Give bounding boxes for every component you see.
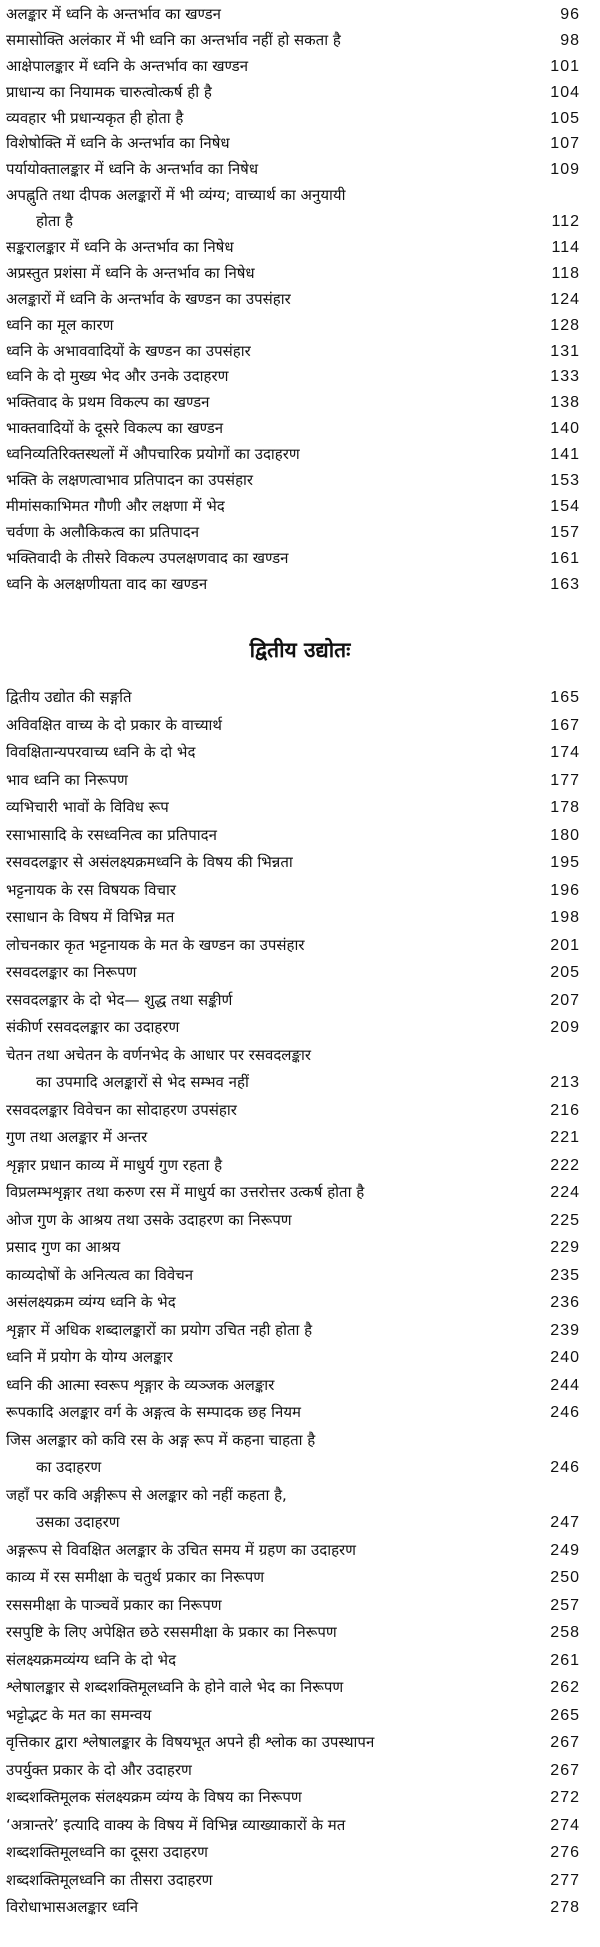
toc-entry-title-line: ओज गुण के आश्रय तथा उसके उदाहरण का निरूपण [6, 1210, 292, 1229]
toc-entry-title [6, 339, 530, 365]
toc-entry-page-number: 258 [550, 1624, 580, 1641]
toc-entry-title [6, 767, 530, 795]
toc-entry-title-line: भाक्तवादियों के दूसरे विकल्प का खण्डन [6, 419, 224, 438]
toc-entry-page-number: 154 [550, 497, 580, 515]
toc-entry-title-line: भक्ति के लक्षणत्वाभाव प्रतिपादन का उपसंहार [6, 471, 254, 490]
toc-entry-title-line: होता है [36, 212, 74, 231]
toc-entry-title-line: काव्यदोषों के अनित्यत्व का विवेचन [6, 1265, 194, 1284]
toc-entry-page-number: 225 [550, 1211, 580, 1229]
toc-entry-title-line: ध्वनि का मूल कारण [6, 315, 114, 334]
toc-entry-page-number: 274 [550, 1816, 580, 1834]
toc-entry-title [6, 1729, 530, 1757]
toc-entry-page-number: 114 [551, 239, 580, 257]
toc-entry [0, 1894, 600, 1922]
toc-entry [0, 1042, 600, 1097]
toc-entry [0, 468, 600, 494]
toc-entry-page-number: 221 [550, 1129, 580, 1146]
toc-entry-page-number: 265 [550, 1706, 580, 1724]
toc-entry-title-line: जिस अलङ्कार को कवि रस के अङ्ग रूप में कहना चाहता है [6, 1430, 316, 1449]
toc-entry-page-number: 180 [550, 826, 580, 844]
toc-entry-title [6, 80, 530, 106]
toc-entry-title-line: विशेषोक्ति में ध्वनि के अन्तर्भाव का निषेध [6, 134, 230, 153]
toc-entry-page-number: 267 [550, 1761, 580, 1779]
toc-entry-page-number: 177 [550, 771, 580, 789]
toc-entry-title [6, 904, 530, 932]
toc-entry [0, 1262, 600, 1290]
toc-entry-title [6, 684, 530, 712]
toc-entry [0, 1537, 600, 1565]
toc-entry [0, 1289, 600, 1317]
toc-entry-title [6, 235, 530, 261]
toc-entry-title-line: रससमीक्षा के पाञ्चवें प्रकार का निरूपण [6, 1595, 222, 1614]
toc-entry [0, 261, 600, 287]
toc-entry-page-number: 277 [550, 1871, 580, 1889]
toc-entry-title-line: रसपुष्टि के लिए अपेक्षित छठे रससमीक्षा के प्रकार का निरूपण [6, 1623, 337, 1641]
toc-entry-title [6, 1812, 530, 1840]
toc-entry-title [6, 1234, 530, 1262]
toc-entry [0, 1234, 600, 1262]
toc-entry-page-number: 229 [550, 1239, 580, 1256]
toc-entry-page-number: 141 [550, 446, 580, 464]
toc-entry-title-line: शृङ्गार में अधिक शब्दालङ्कारों का प्रयोग उचित नही होता है [6, 1320, 313, 1339]
toc-entry-title-line: असंलक्ष्यक्रम व्यंग्य ध्वनि के भेद [6, 1293, 176, 1311]
toc-entry-page-number: 235 [550, 1266, 580, 1284]
toc-entry-title [6, 546, 530, 572]
toc-entry-title-line: अलङ्कारों में ध्वनि के अन्तर्भाव के खण्डन का उपसंहार [6, 289, 291, 308]
toc-entry [0, 235, 600, 261]
toc-entry-title [6, 1619, 530, 1647]
toc-entry-title [6, 877, 530, 905]
toc-entry-page-number: 109 [550, 161, 580, 179]
toc-entry-title [6, 1124, 530, 1152]
toc-entry-title-line: ‘अत्रान्तरे’ इत्यादि वाक्य के विषय में विभिन्न व्याख्याकारों के मत [6, 1815, 346, 1834]
toc-entry-page-number: 278 [550, 1899, 580, 1916]
toc-entry-page-number: 98 [560, 31, 580, 49]
toc-entry-title-line: ध्वनि में प्रयोग के योग्य अलङ्कार [6, 1348, 173, 1366]
toc-entry-title [6, 313, 530, 339]
toc-entry [0, 1097, 600, 1125]
toc-entry [0, 106, 600, 132]
toc-entry-title [6, 157, 530, 183]
toc-entry-title-line: चर्वणा के अलौकिकत्व का प्रतिपादन [6, 522, 200, 541]
toc-entry [0, 1399, 600, 1427]
toc-entry-title [6, 1482, 530, 1537]
toc-entry-page-number: 222 [550, 1156, 580, 1174]
toc-entry-page-number: 174 [550, 744, 580, 761]
toc-entry-page-number: 276 [550, 1844, 580, 1861]
toc-entry-page-number: 250 [550, 1569, 580, 1586]
toc-entry-title-line: सङ्करालङ्कार में ध्वनि के अन्तर्भाव का निषेध [6, 238, 234, 257]
toc-entry [0, 822, 600, 850]
toc-entry-title-line: का उपमादि अलङ्कारों से भेद सम्भव नहीं [36, 1073, 249, 1091]
toc-entry-title [6, 1674, 530, 1702]
toc-entry-page-number: 104 [550, 83, 580, 101]
toc-entry-title-line: भक्तिवादी के तीसरे विकल्प उपलक्षणवाद का खण्डन [6, 548, 289, 567]
toc-entry-title-line: शब्दशक्तिमूलक संलक्ष्यक्रम व्यंग्य के विषय का निरूपण [6, 1788, 302, 1806]
toc-entry-title-line: शब्दशक्तिमूलध्वनि का दूसरा उदाहरण [6, 1843, 209, 1861]
toc-entry [0, 183, 600, 235]
toc-entry-page-number: 128 [550, 316, 580, 334]
toc-entry-title [6, 106, 530, 132]
toc-entry-title [6, 1399, 530, 1427]
toc-entry-title [6, 494, 530, 520]
toc-entry-title-line: रसाधान के विषय में विभिन्न मत [6, 908, 175, 926]
toc-entry-title-line: काव्य में रस समीक्षा के चतुर्थ प्रकार का निरूपण [6, 1568, 265, 1586]
toc-entry-title-line: अलङ्कार में ध्वनि के अन्तर्भाव का खण्डन [6, 5, 221, 23]
toc-entry-title [6, 261, 530, 287]
toc-entry [0, 313, 600, 339]
toc-entry [0, 2, 600, 28]
toc-entry [0, 520, 600, 546]
toc-entry [0, 1317, 600, 1345]
toc-entry-title [6, 183, 530, 235]
toc-entry-title [6, 739, 530, 767]
toc-entry-page-number: 112 [551, 213, 580, 231]
toc-entry [0, 28, 600, 54]
toc-entry-title [6, 1784, 530, 1812]
toc-entry-page-number: 246 [550, 1459, 580, 1476]
toc-entry-title-line: शब्दशक्तिमूलध्वनि का तीसरा उदाहरण [6, 1870, 213, 1889]
toc-entry-title [6, 712, 530, 740]
toc-entry [0, 364, 600, 390]
toc-entry-title [6, 932, 530, 960]
toc-entry-title-line: रसवदलङ्कार का निरूपण [6, 963, 137, 981]
toc-entry-title [6, 794, 530, 822]
toc-entry-title [6, 468, 530, 494]
toc-entry [0, 1014, 600, 1042]
toc-entry-title-line: आक्षेपालङ्कार में ध्वनि के अन्तर्भाव का खण्डन [6, 56, 249, 75]
toc-entry-title-line: द्वितीय उद्योत की सङ्गति [6, 688, 132, 706]
toc-entry-title-line: गुण तथा अलङ्कार में अन्तर [6, 1128, 148, 1146]
toc-entry-title-line: प्राधान्य का नियामक चारुत्वोत्कर्ष ही है [6, 82, 212, 101]
toc-entry-title [6, 1042, 530, 1097]
chapter-heading: द्वितीय उद्योतः [249, 638, 351, 662]
toc-entry [0, 684, 600, 712]
toc-entry [0, 80, 600, 106]
toc-entry-title-line: श्लेषालङ्कार से शब्दशक्तिमूलध्वनि के होने वाले भेद का निरूपण [6, 1678, 344, 1696]
toc-entry-title [6, 1839, 530, 1867]
toc-entry [0, 1344, 600, 1372]
toc-entry [0, 546, 600, 572]
toc-entry [0, 287, 600, 313]
toc-entry-title-line: उपर्युक्त प्रकार के दो और उदाहरण [6, 1760, 192, 1779]
toc-entry-page-number: 157 [550, 523, 580, 541]
toc-entry-page-number: 96 [560, 6, 580, 23]
toc-entry-page-number: 239 [550, 1321, 580, 1339]
toc-entry-title [6, 1262, 530, 1290]
toc-entry-page-number: 205 [550, 964, 580, 981]
toc-entry-title-line: विवक्षितान्यपरवाच्य ध्वनि के दो भेद [6, 743, 196, 761]
toc-entry-page-number: 261 [550, 1651, 580, 1669]
toc-entry-page-number: 165 [550, 689, 580, 706]
toc-entry-title-line: अपह्नुति तथा दीपक अलङ्कारों में भी व्यंग्य; वाच्यार्थ का अनुयायी [6, 186, 346, 205]
toc-entry [0, 1564, 600, 1592]
toc-entry-page-number: 207 [550, 991, 580, 1009]
toc-entry-title-line: अप्रस्तुत प्रशंसा में ध्वनि के अन्तर्भाव का निषेध [6, 263, 255, 282]
toc-entry-title-line: भाव ध्वनि का निरूपण [6, 770, 128, 789]
toc-entry-title-line: रसाभासादि के रसध्वनित्व का प्रतिपादन [6, 825, 217, 844]
toc-entry-title [6, 1537, 530, 1565]
toc-entry-title [6, 1592, 530, 1620]
toc-entry-title-line: ध्वनि की आत्मा स्वरूप शृङ्गार के व्यञ्जक अलङ्कार [6, 1375, 275, 1394]
toc-entry-title-line: भट्टनायक के रस विषयक विचार [6, 880, 177, 899]
toc-entry [0, 987, 600, 1015]
toc-entry [0, 494, 600, 520]
toc-entry-title [6, 442, 530, 468]
toc-entry-title-line: रसवदलङ्कार विवेचन का सोदाहरण उपसंहार [6, 1100, 237, 1119]
toc-entry-title-line: संकीर्ण रसवदलङ्कार का उदाहरण [6, 1018, 180, 1036]
toc-entry-page-number: 209 [550, 1019, 580, 1036]
toc-entry-title [6, 959, 530, 987]
toc-entry-page-number: 240 [550, 1349, 580, 1366]
toc-entry-title-line: अविवक्षित वाच्य के दो प्रकार के वाच्यार्थ [6, 715, 222, 734]
toc-entry [0, 877, 600, 905]
toc-entry-title-line: चेतन तथा अचेतन के वर्णनभेद के आधार पर रसवदलङ्कार [6, 1045, 311, 1064]
toc-entry-page-number: 236 [550, 1294, 580, 1311]
toc-entry-page-number: 195 [550, 854, 580, 871]
toc-entry [0, 794, 600, 822]
toc-entry-title-line: जहाँ पर कवि अङ्गीरूप से अलङ्कार को नहीं कहता है, [6, 1485, 287, 1504]
toc-entry-title-line: व्यवहार भी प्रधान्यकृत ही होता है [6, 108, 184, 127]
toc-entry-page-number: 167 [550, 716, 580, 734]
toc-entry-title [6, 287, 530, 313]
toc-entry-title [6, 572, 530, 598]
toc-entry [0, 1482, 600, 1537]
toc-section-2 [0, 684, 600, 1922]
toc-entry-page-number: 140 [550, 420, 580, 438]
toc-entry [0, 1427, 600, 1482]
toc-entry-title [6, 416, 530, 442]
toc-entry-page-number: 101 [550, 57, 580, 75]
toc-entry-page-number: 272 [550, 1789, 580, 1806]
toc-entry-title [6, 1427, 530, 1482]
toc-entry [0, 131, 600, 157]
toc-entry-title-line: ध्वनि के अभाववादियों के खण्डन का उपसंहार [6, 341, 251, 360]
toc-section-1 [0, 2, 600, 597]
toc-entry-title-line: मीमांसकाभिमत गौणी और लक्षणा में भेद [6, 496, 225, 515]
toc-entry-title [6, 1097, 530, 1125]
toc-entry [0, 1592, 600, 1620]
toc-entry-page-number: 133 [550, 368, 580, 386]
toc-entry-title-line: संलक्ष्यक्रमव्यंग्य ध्वनि के दो भेद [6, 1650, 177, 1669]
toc-entry [0, 959, 600, 987]
toc-entry-title-line: व्यभिचारी भावों के विविध रूप [6, 798, 169, 816]
toc-entry-page-number: 107 [550, 135, 580, 153]
toc-entry-page-number: 153 [550, 472, 580, 490]
toc-entry-page-number: 244 [550, 1376, 580, 1394]
toc-entry [0, 849, 600, 877]
toc-entry [0, 1812, 600, 1840]
toc-entry-title [6, 1289, 530, 1317]
toc-entry-page-number: 161 [550, 549, 580, 567]
toc-entry-page-number: 247 [550, 1514, 580, 1531]
toc-entry [0, 932, 600, 960]
toc-entry [0, 339, 600, 365]
toc-entry-title-line: ध्वनि के दो मुख्य भेद और उनके उदाहरण [6, 367, 229, 386]
toc-entry-page-number: 163 [550, 575, 580, 593]
toc-entry-title-line: विप्रलम्भशृङ्गार तथा करुण रस में माधुर्य का उत्तरोत्तर उत्कर्ष होता है [6, 1183, 365, 1201]
toc-entry-title [6, 520, 530, 546]
toc-entry-title [6, 1564, 530, 1592]
toc-entry-page-number: 201 [550, 936, 580, 954]
toc-entry-title [6, 1179, 530, 1207]
toc-entry-title [6, 1647, 530, 1675]
toc-entry-title-line: का उदाहरण [36, 1458, 102, 1476]
toc-entry-title-line: पर्यायोक्तालङ्कार में ध्वनि के अन्तर्भाव का निषेध [6, 160, 259, 179]
toc-entry-title [6, 1317, 530, 1345]
toc-entry-title-line: समासोक्ति अलंकार में भी ध्वनि का अन्तर्भाव नहीं हो सकता है [6, 30, 341, 49]
toc-entry-title [6, 1702, 530, 1730]
toc-entry-page-number: 213 [550, 1074, 580, 1091]
toc-entry-title-line: वृत्तिकार द्वारा श्लेषालङ्कार के विषयभूत अपने ही श्लोक का उपस्थापन [6, 1733, 375, 1751]
toc-entry [0, 1647, 600, 1675]
toc-entry-title-line: भट्टोद्भट के मत का समन्वय [6, 1705, 152, 1724]
toc-entry-title-line: रूपकादि अलङ्कार वर्ग के अङ्गत्व के सम्पादक छह नियम [6, 1403, 301, 1421]
toc-entry-title [6, 1014, 530, 1042]
toc-entry-title [6, 54, 530, 80]
toc-entry [0, 1702, 600, 1730]
toc-entry-title [6, 364, 530, 390]
toc-entry [0, 904, 600, 932]
toc-entry-title [6, 822, 530, 850]
toc-entry-title [6, 131, 530, 157]
toc-entry-title [6, 28, 530, 54]
toc-entry [0, 1179, 600, 1207]
toc-entry [0, 1674, 600, 1702]
toc-entry-title-line: शृङ्गार प्रधान काव्य में माधुर्य गुण रहता है [6, 1155, 223, 1174]
toc-entry-page-number: 198 [550, 909, 580, 926]
toc-entry-title [6, 1152, 530, 1180]
toc-entry-title [6, 1894, 530, 1922]
toc-entry-title [6, 2, 530, 28]
toc-entry-page-number: 124 [550, 290, 580, 308]
toc-entry [0, 572, 600, 598]
toc-entry-title-line: विरोधाभासअलङ्कार ध्वनि [6, 1898, 139, 1916]
toc-entry-title [6, 849, 530, 877]
toc-entry-title-line: अङ्गरूप से विवक्षित अलङ्कार के उचित समय में ग्रहण का उदाहरण [6, 1540, 357, 1559]
toc-entry [0, 1729, 600, 1757]
toc-entry-page-number: 262 [550, 1679, 580, 1696]
toc-entry [0, 1839, 600, 1867]
toc-entry [0, 1784, 600, 1812]
toc-entry-page-number: 216 [550, 1101, 580, 1119]
toc-entry [0, 1124, 600, 1152]
toc-entry-title [6, 1344, 530, 1372]
toc-entry [0, 416, 600, 442]
toc-entry-page-number: 118 [551, 264, 580, 282]
toc-entry-title [6, 1372, 530, 1400]
toc-entry-page-number: 178 [550, 799, 580, 816]
toc-entry-title-line: प्रसाद गुण का आश्रय [6, 1238, 121, 1256]
toc-entry [0, 1207, 600, 1235]
toc-entry-title [6, 390, 530, 416]
toc-entry-title [6, 1207, 530, 1235]
toc-entry [0, 54, 600, 80]
toc-entry [0, 1757, 600, 1785]
toc-entry-title-line: भक्तिवाद के प्रथम विकल्प का खण्डन [6, 393, 210, 412]
toc-entry-title-line: ध्वनि के अलक्षणीयता वाद का खण्डन [6, 574, 208, 593]
toc-entry-page-number: 224 [550, 1184, 580, 1201]
toc-entry-title [6, 1757, 530, 1785]
toc-entry [0, 390, 600, 416]
toc-entry-page-number: 138 [550, 394, 580, 412]
toc-entry-title-line: रसवदलङ्कार से असंलक्ष्यक्रमध्वनि के विषय की भिन्नता [6, 853, 293, 871]
toc-entry-page-number: 249 [550, 1541, 580, 1559]
toc-entry-page-number: 246 [550, 1404, 580, 1421]
toc-entry-title-line: उसका उदाहरण [36, 1513, 120, 1531]
toc-entry [0, 157, 600, 183]
toc-entry [0, 1372, 600, 1400]
toc-entry [0, 767, 600, 795]
toc-entry-page-number: 196 [550, 881, 580, 899]
toc-entry [0, 1152, 600, 1180]
toc-entry-title-line: रसवदलङ्कार के दो भेद— शुद्ध तथा सङ्कीर्ण [6, 990, 233, 1009]
toc-entry-title [6, 987, 530, 1015]
toc-entry-page-number: 105 [550, 109, 580, 127]
toc-entry-page-number: 131 [550, 342, 580, 360]
toc-entry [0, 442, 600, 468]
toc-entry [0, 739, 600, 767]
toc-entry-title-line: ध्वनिव्यतिरिक्तस्थलों में औपचारिक प्रयोगों का उदाहरण [6, 445, 300, 464]
toc-entry-title [6, 1867, 530, 1895]
toc-entry-title-line: लोचनकार कृत भट्टनायक के मत के खण्डन का उपसंहार [6, 935, 305, 954]
toc-entry [0, 712, 600, 740]
toc-entry [0, 1867, 600, 1895]
toc-entry-page-number: 257 [550, 1596, 580, 1614]
toc-entry [0, 1619, 600, 1647]
toc-entry-page-number: 267 [550, 1734, 580, 1751]
